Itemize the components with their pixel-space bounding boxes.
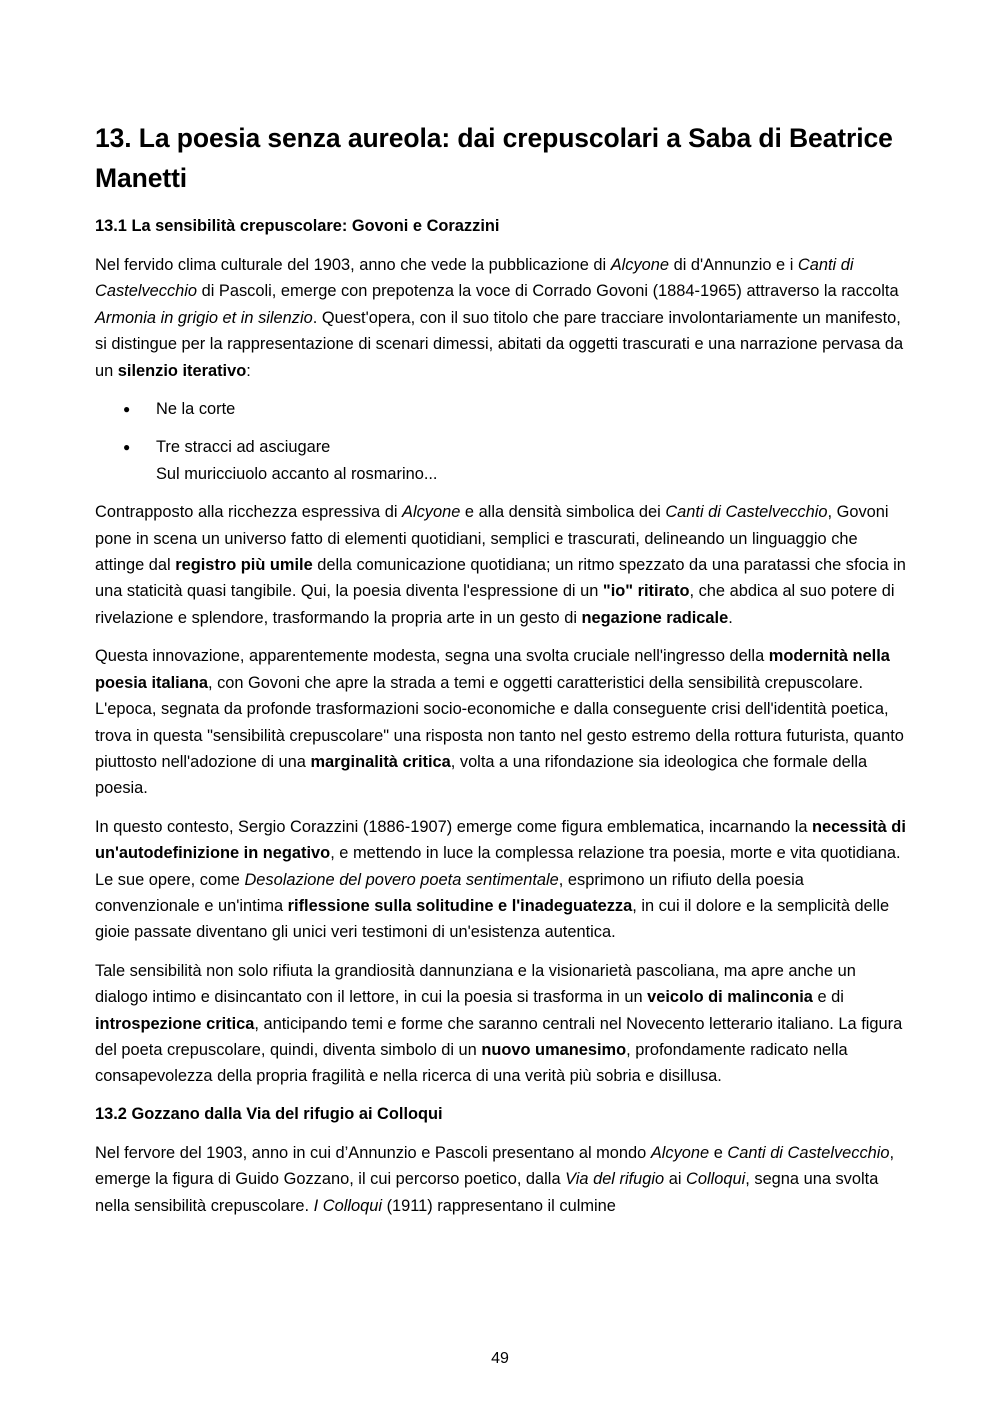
text-run: , che abdica al suo potere di rivelazione e splendore, trasformando la propria arte in un gesto di bbox=[95, 582, 895, 627]
italic-text: Desolazione del povero poeta sentimentale bbox=[244, 870, 559, 889]
italic-text: Canti di Castelvecchio bbox=[727, 1143, 890, 1162]
text-run: ai bbox=[664, 1170, 687, 1189]
text-run: Nel fervore del 1903, anno in cui d’Annunzio e Pascoli presentano al mondo bbox=[95, 1143, 651, 1162]
text-run: : bbox=[246, 361, 251, 380]
document-page bbox=[95, 118, 910, 1231]
text-run: Nel fervido clima culturale del 1903, anno che vede la pubblicazione di bbox=[95, 256, 611, 274]
text-run: , volta a una rifondazione sia ideologica che formale della poesia. bbox=[95, 752, 868, 798]
italic-text: Alcyone bbox=[650, 1143, 710, 1162]
text-run: di Pascoli, emerge con prepotenza la voce di Corrado Govoni (1884-1965) attraverso la raccolta bbox=[197, 282, 899, 301]
section-heading-13-2: 13.2 Gozzano dalla Via del rifugio ai Colloqui bbox=[95, 1104, 443, 1123]
text-run: , con Govoni che apre la strada a temi e oggetti caratteristici della sensibilità crepuscolare. L'epoca, segnata da profonde trasformazioni socio-economiche e dalla conseguente crisi dell'identità poetica, trova in questa "sensibilità crepuscolare" una risposta non tanto nel gesto estremo della rottura futurista, quanto piuttosto nell'adozione di una bbox=[95, 673, 904, 771]
text-run: , profondamente radicato nella consapevolezza della propria fragilità e nella ricerca di una verità più sobria e disillusa. bbox=[95, 1040, 848, 1086]
paragraph bbox=[95, 252, 910, 384]
paragraph bbox=[95, 814, 910, 946]
text-run: (1911) rappresentano il culmine bbox=[382, 1196, 616, 1215]
bold-text: modernità nella poesia italiana bbox=[95, 647, 890, 692]
bold-text: riflessione sulla solitudine e l'inadeguatezza bbox=[287, 896, 633, 915]
chapter-title: 13. La poesia senza aureola: dai crepuscolari a Saba di Beatrice Manetti bbox=[95, 123, 893, 193]
italic-text: Armonia in grigio et in silenzio bbox=[95, 308, 313, 327]
text-run: e bbox=[709, 1143, 728, 1162]
text-run: e alla densità simbolica dei bbox=[460, 503, 666, 522]
paragraph bbox=[95, 958, 910, 1090]
list-item bbox=[95, 434, 910, 487]
bold-text: introspezione critica bbox=[95, 1014, 255, 1033]
text-run: In questo contesto, Sergio Corazzini (1886-1907) emerge come figura emblematica, incarnando la bbox=[95, 817, 813, 836]
text-run: , anticipando temi e forme che saranno centrali nel Novecento letterario italiano. La figura del poeta crepuscolare, quindi, diventa simbolo di un bbox=[95, 1014, 903, 1059]
paragraph bbox=[95, 1140, 910, 1219]
italic-text: Canti di Castelvecchio bbox=[665, 503, 828, 522]
text-run: . bbox=[728, 608, 733, 627]
section-heading-13-1: 13.1 La sensibilità crepuscolare: Govoni e Corazzini bbox=[95, 217, 500, 235]
bold-text: veicolo di malinconia bbox=[647, 988, 813, 1007]
text-run: e di bbox=[812, 988, 844, 1007]
text-run: . Quest'opera, con il suo titolo che pare tracciare involontariamente un manifesto, si distingue per la rappresentazione di scenari dimessi, abitati da oggetti trascurati e una narrazione pervasa da un bbox=[95, 308, 904, 380]
italic-text: Alcyone bbox=[402, 503, 461, 522]
text-run: Contrapposto alla ricchezza espressiva di bbox=[95, 503, 403, 522]
bold-text: marginalità critica bbox=[310, 752, 451, 771]
text-run: Tale sensibilità non solo rifiuta la grandiosità dannunziana e la visionarietà pascoliana, ma apre anche un dialogo intimo e disincantato con il lettore, in cui la poesia si trasforma in un bbox=[95, 961, 856, 1007]
bullet-icon: ● bbox=[123, 402, 131, 417]
bold-text: nuovo umanesimo bbox=[481, 1040, 627, 1059]
italic-text: Canti di Castelvecchio bbox=[95, 256, 854, 301]
italic-text: Alcyone bbox=[610, 256, 670, 274]
paragraph bbox=[95, 499, 910, 631]
bold-text: silenzio iterativo bbox=[117, 361, 247, 380]
italic-text: Colloqui bbox=[686, 1170, 746, 1189]
italic-text: Via del rifugio bbox=[565, 1170, 665, 1189]
text-run: , esprimono un rifiuto della poesia convenzionale e un'intima bbox=[95, 870, 804, 915]
bold-text: "io" ritirato bbox=[602, 582, 690, 601]
bold-text: necessità di un'autodefinizione in negativo bbox=[95, 817, 906, 863]
text-run: di d'Annunzio e i bbox=[669, 256, 798, 274]
text-run: , emerge la figura di Guido Gozzano, il cui percorso poetico, dalla bbox=[95, 1143, 895, 1189]
text-run: , e mettendo in luce la complessa relazione tra poesia, morte e vita quotidiana. Le sue opere, come bbox=[95, 844, 901, 889]
text-run: della comunicazione quotidiana; un ritmo spezzato da una paratassi che sfocia in una staticità quasi tangibile. Qui, la poesia diventa l'espressione di un bbox=[95, 556, 906, 601]
verse-line: Ne la corte bbox=[156, 400, 236, 419]
text-run: , Govoni pone in scena un universo fatto di elementi quotidiani, semplici e trascurati, delineando un linguaggio che attinge dal bbox=[95, 503, 889, 575]
bold-text: registro più umile bbox=[175, 556, 313, 575]
text-run: , segna una svolta nella sensibilità crepuscolare. bbox=[95, 1170, 879, 1215]
bullet-icon: ● bbox=[123, 440, 131, 455]
list-item bbox=[95, 396, 910, 422]
verse-line: Tre stracci ad asciugare bbox=[156, 438, 331, 457]
italic-text: I Colloqui bbox=[313, 1196, 383, 1215]
bold-text: negazione radicale bbox=[581, 608, 729, 627]
paragraph bbox=[95, 643, 910, 801]
verse-list bbox=[95, 396, 910, 487]
text-run: Questa innovazione, apparentemente modesta, segna una svolta cruciale nell'ingresso della bbox=[95, 647, 769, 666]
verse-line: Sul muricciuolo accanto al rosmarino... bbox=[156, 464, 438, 483]
text-run: , in cui il dolore e la semplicità delle gioie passate diventano gli unici veri testimoni di un'esistenza autentica. bbox=[95, 896, 890, 942]
page-number: 49 bbox=[491, 1350, 509, 1367]
